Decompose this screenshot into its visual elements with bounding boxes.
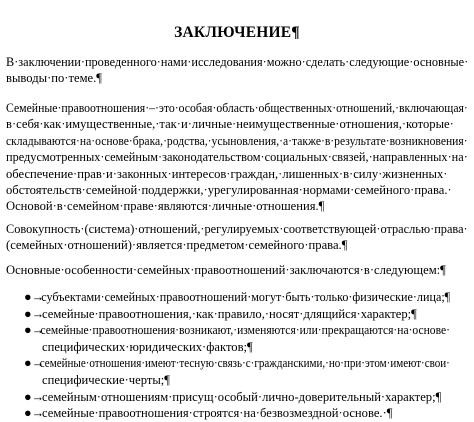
bullet-icon: ●→ bbox=[24, 406, 45, 421]
list-item bbox=[24, 322, 468, 355]
list-item-text: семейные·правоотношения,·как·правило,·носят·длящийся·характер;¶ bbox=[42, 306, 417, 321]
list-item-text: специфические·черты;¶ bbox=[42, 372, 170, 387]
bullet-icon: ●→ bbox=[24, 356, 45, 371]
text-line: обеспечение·прав·и·законных·интересов·граждан,·лишенных·в·силу·жизненных· bbox=[6, 166, 448, 181]
text-line: Основой·в·семейном·праве·являются·личные·отношения.¶ bbox=[6, 199, 325, 214]
list-item bbox=[24, 389, 468, 406]
list-item bbox=[24, 306, 468, 323]
text-line: предусмотренных·семейным·законодательством·социальных·связей,·направленных·на· bbox=[6, 150, 468, 165]
text-line: складываются·на·основе·брака,·родства,·усыновления,·а·также·в·результате·возникновения· bbox=[6, 133, 468, 148]
bullet-icon: ●→ bbox=[24, 306, 45, 321]
features-list bbox=[24, 289, 468, 422]
text-line: выводы·по·теме.¶ bbox=[6, 71, 103, 86]
text-line: обстоятельств·семейной·поддержки,·урегулированная·нормами·семейного·права.· bbox=[6, 183, 452, 198]
paragraph-intro bbox=[6, 54, 468, 87]
bullet-icon: ●→ bbox=[24, 389, 45, 404]
text-line: Семейные·правоотношения·–·это·особая·область·общественных·отношений,·включающая· bbox=[6, 101, 468, 115]
document-title: ЗАКЛЮЧЕНИЕ¶ bbox=[174, 24, 300, 41]
list-item-text: специфических·юридических·фактов;¶ bbox=[42, 339, 253, 354]
list-item-text: семейным·отношениям·присущ·особый·лично-доверительный·характер;¶ bbox=[42, 389, 442, 404]
bullet-icon: ●→ bbox=[24, 323, 45, 338]
text-line: Совокупность·(система)·отношений,·регулируемых·соответствующей·отраслью·права· bbox=[6, 222, 468, 236]
list-item bbox=[24, 405, 468, 422]
list-item-text: семейные·правоотношения·возникают,·изменяются·или·прекращаются·на·основе· bbox=[40, 323, 450, 338]
text-line: в·себя·как·имущественные,·так·и·личные·неимущественные·отношения,·которые· bbox=[6, 117, 454, 132]
text-line: (семейных·отношений)·является·предметом·семейного·права.¶ bbox=[6, 238, 348, 253]
text-line: Основные·особенности·семейных·правоотношений·заключаются·в·следующем:¶ bbox=[6, 263, 446, 277]
paragraph-subject bbox=[6, 221, 468, 254]
list-item-text: семейные·правоотношения·строятся·на·безвозмездной·основе.·¶ bbox=[42, 406, 393, 421]
list-item bbox=[24, 289, 468, 306]
list-item-text: субъектами·семейных·правоотношений·могут·быть·только·физические·лица;¶ bbox=[41, 290, 451, 304]
list-item-text: семейные·отношения·имеют·тесную·связь·с·гражданскими,·но·при·этом·имеют·свои· bbox=[39, 356, 450, 371]
paragraph-definition bbox=[6, 100, 468, 215]
bullet-icon: ●→ bbox=[24, 290, 45, 304]
text-line: В·заключении·проведенного·нами·исследования·можно·сделать·следующие·основные· bbox=[6, 55, 469, 69]
paragraph-features-intro bbox=[6, 262, 468, 278]
list-item bbox=[24, 355, 468, 388]
